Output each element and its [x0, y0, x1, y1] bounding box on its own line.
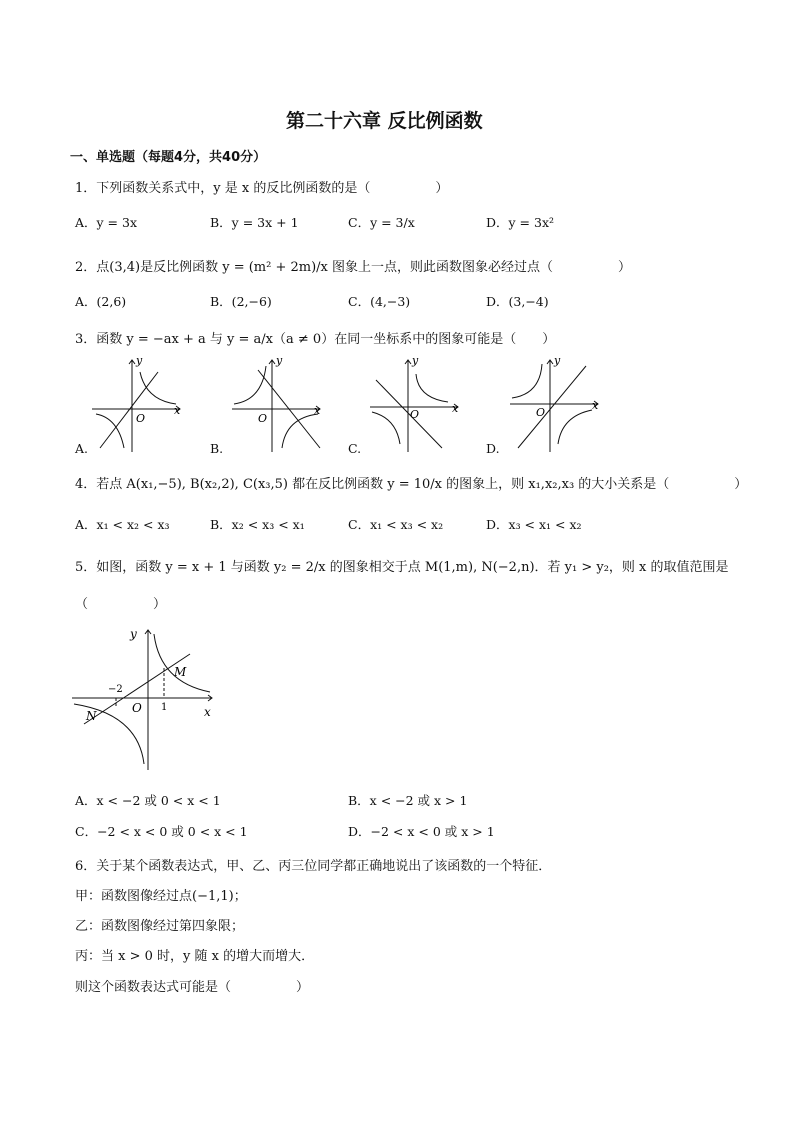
question-2-stem: 2．点(3,4)是反比例函数 y = (m² + 2m)/x 图象上一点，则此函数图象必经过点（ ） — [75, 260, 632, 275]
q1-option-a[interactable]: A．y = 3x — [75, 215, 138, 230]
q3-graph-c — [366, 352, 476, 454]
origin-label: O — [136, 412, 146, 425]
origin-label: O — [410, 408, 420, 421]
q6-prompt: 则这个函数表达式可能是（ ） — [75, 980, 310, 995]
q5-option-d[interactable]: D．−2 < x < 0 或 x > 1 — [348, 824, 495, 839]
q4-option-b[interactable]: B．x₂ < x₃ < x₁ — [210, 517, 305, 532]
line — [100, 372, 158, 448]
q3-graph-d — [506, 352, 616, 454]
y-label: y — [554, 354, 561, 367]
q5-graph — [70, 624, 220, 774]
page-title: 第二十六章 反比例函数 — [286, 110, 483, 132]
q1-option-d[interactable]: D．y = 3x² — [486, 215, 555, 230]
q4-option-c[interactable]: C．x₁ < x₃ < x₂ — [348, 517, 444, 532]
x-label: x — [314, 404, 321, 417]
origin-label: O — [258, 412, 268, 425]
q6-statement-yi: 乙：函数图像经过第四象限； — [75, 919, 245, 934]
question-3-stem: 3．函数 y = −ax + a 与 y = a/x（a ≠ 0）在同一坐标系中的图象可能是（ ） — [75, 332, 556, 347]
x-label: x — [174, 404, 181, 417]
q3-option-b[interactable]: B. — [210, 441, 224, 456]
y-label: y — [412, 354, 419, 367]
question-6-stem: 6．关于某个函数表达式，甲、乙、丙三位同学都正确地说出了该函数的一个特征． — [75, 859, 552, 874]
q5-option-b[interactable]: B．x < −2 或 x > 1 — [348, 793, 468, 808]
y-label: y — [136, 354, 143, 367]
q4-option-a[interactable]: A．x₁ < x₂ < x₃ — [75, 517, 170, 532]
q4-option-d[interactable]: D．x₃ < x₁ < x₂ — [486, 517, 582, 532]
hyperbola-branch-1 — [154, 634, 210, 692]
q5-option-c[interactable]: C．−2 < x < 0 或 0 < x < 1 — [75, 824, 248, 839]
x-label: x — [592, 399, 599, 412]
q3-graph-a — [88, 352, 198, 454]
q2-option-c[interactable]: C．(4,−3) — [348, 294, 411, 309]
q2-option-b[interactable]: B．(2,−6) — [210, 294, 272, 309]
q3-graph-b — [228, 352, 338, 454]
point-m-label: M — [174, 665, 187, 679]
q3-option-d[interactable]: D. — [486, 441, 500, 456]
point-n-label: N — [86, 709, 97, 723]
question-5-blank: （ ） — [75, 597, 167, 612]
hyperbola-branch — [96, 414, 124, 448]
origin-label: O — [132, 701, 142, 715]
q2-option-a[interactable]: A．(2,6) — [75, 294, 127, 309]
section-heading: 一、单选题（每题4分，共40分） — [70, 150, 267, 165]
question-4-stem: 4．若点 A(x₁,−5), B(x₂,2), C(x₃,5) 都在反比例函数 y = 10/x 的图象上，则 x₁,x₂,x₃ 的大小关系是（ ） — [75, 477, 748, 492]
q3-option-c[interactable]: C. — [348, 441, 362, 456]
q6-statement-bing: 丙：当 x > 0 时，y 随 x 的增大而增大． — [75, 949, 315, 964]
q1-option-b[interactable]: B．y = 3x + 1 — [210, 215, 299, 230]
tick-neg2: −2 — [108, 684, 123, 695]
x-label: x — [204, 705, 211, 719]
y-label: y — [276, 354, 283, 367]
x-label: x — [452, 402, 459, 415]
q3-option-a[interactable]: A. — [75, 441, 89, 456]
origin-label: O — [536, 406, 546, 419]
q6-statement-jia: 甲：函数图像经过点(−1,1)； — [75, 889, 247, 904]
y-label: y — [130, 627, 137, 641]
question-5-stem: 5．如图，函数 y = x + 1 与函数 y₂ = 2/x 的图象相交于点 M(1,m), N(−2,n)．若 y₁ > y₂，则 x 的取值范围是 — [75, 560, 729, 575]
q5-option-a[interactable]: A．x < −2 或 0 < x < 1 — [75, 793, 221, 808]
q1-option-c[interactable]: C．y = 3/x — [348, 215, 415, 230]
q2-option-d[interactable]: D．(3,−4) — [486, 294, 549, 309]
tick-1: 1 — [161, 702, 168, 713]
question-1-stem: 1．下列函数关系式中，y 是 x 的反比例函数的是（ ） — [75, 181, 449, 196]
